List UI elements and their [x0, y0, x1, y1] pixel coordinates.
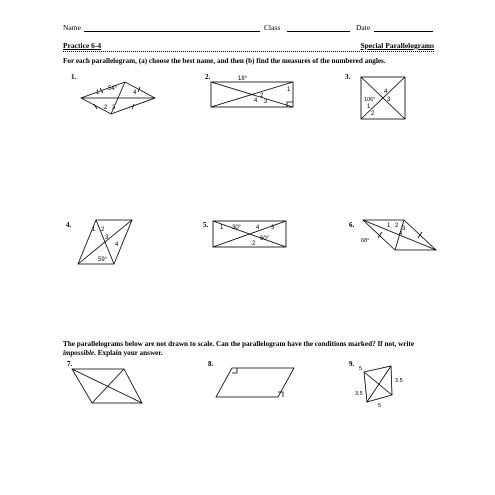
figure-3-label: 2 [371, 111, 375, 117]
problem-3-number: 3. [345, 73, 351, 81]
figure-4-label: 59° [98, 257, 108, 263]
figure-3-label: 4 [384, 89, 388, 95]
name-field-line[interactable] [84, 31, 260, 32]
problem-7-number: 7. [67, 360, 73, 368]
figure-9-label: 5 [378, 403, 382, 409]
figure-8-parallelogram [212, 364, 298, 402]
class-label: Class [264, 23, 281, 32]
figure-1-label: 3 [112, 105, 116, 111]
problem-8-number: 8. [208, 360, 214, 368]
figure-3-label: 3 [387, 97, 391, 103]
figure-1-label: 54° [108, 86, 118, 92]
figure-6-label: 3 [402, 226, 406, 232]
practice-title: Practice 6-4 [63, 41, 102, 50]
figure-1-label: 4 [133, 90, 137, 96]
section-title: Special Parallelograms [360, 41, 434, 50]
figure-2-rectangle [208, 73, 296, 111]
figure-2-label: 18° [238, 76, 248, 82]
figure-9-label: 3.5 [395, 378, 403, 384]
figure-4-rhombus [74, 216, 136, 268]
figure-4-label: 2 [101, 227, 105, 233]
figure-6-label: 1 [387, 223, 391, 229]
figure-2-label: 3 [264, 99, 268, 105]
class-field-line[interactable] [287, 31, 350, 32]
figure-7-parallelogram [68, 363, 146, 408]
figure-6-label: 2 [395, 223, 399, 229]
figure-3-label: 106° [364, 97, 376, 103]
problem-1-number: 1. [71, 73, 77, 81]
figure-3-label: 1 [367, 104, 371, 110]
name-label: Name [63, 23, 81, 32]
problem-5-number: 5. [203, 221, 209, 229]
figure-1-label: 1 [96, 90, 100, 96]
section1-instructions: For each parallelogram, (a) choose the best name, and then (b) find the measures of the numbered angles. [63, 57, 386, 65]
problem-6-number: 6. [349, 221, 355, 229]
figure-5-label: 60° [260, 236, 270, 242]
figure-7-diagonal-b [92, 369, 124, 403]
figure-4-label: 1 [92, 227, 96, 233]
problem-9-number: 9. [349, 360, 355, 368]
problem-4-number: 4. [66, 221, 72, 229]
problem-2-number: 2. [205, 73, 211, 81]
figure-5-label: 4 [256, 225, 260, 231]
date-label: Date [356, 23, 371, 32]
figure-7-diagonal-a [72, 369, 142, 403]
title-bar [63, 41, 434, 52]
section2-instructions-emphasis: impossible [63, 348, 95, 357]
figure-4-label: 4 [115, 242, 119, 248]
figure-6-label: 4 [399, 231, 403, 237]
figure-5-label: 1 [220, 225, 224, 231]
date-field-line[interactable] [374, 31, 433, 32]
section2-instructions [63, 340, 435, 357]
figure-9-label: 5 [359, 366, 363, 372]
figure-1-label: 2 [104, 105, 108, 111]
figure-4-label: 3 [105, 235, 109, 241]
figure-9-label: 3.5 [355, 391, 363, 397]
figure-5-label: 3 [271, 225, 275, 231]
figure-2-label: 4 [254, 98, 258, 104]
figure-2-label: 2 [260, 93, 264, 99]
figure-6-rhombus [358, 216, 440, 256]
figure-8-outline [216, 368, 294, 397]
figure-6-label: 68° [361, 238, 370, 244]
figure-5-rectangle [210, 218, 288, 250]
figure-2-label: 1 [287, 87, 291, 93]
section2-instructions-text: The parallelograms below are not drawn to scale. Can the parallelogram have the conditions marked? If not, write [63, 340, 415, 348]
figure-1-rhombus [78, 78, 160, 120]
figure-5-label: 30° [232, 225, 242, 231]
figure-5-label: 2 [252, 241, 256, 247]
figure-9-quadrilateral [354, 362, 410, 412]
figure-3-square [357, 74, 409, 122]
section2-instructions-tail: . Explain your answer. [94, 348, 163, 357]
figure-9-diagonal-a [364, 372, 392, 395]
